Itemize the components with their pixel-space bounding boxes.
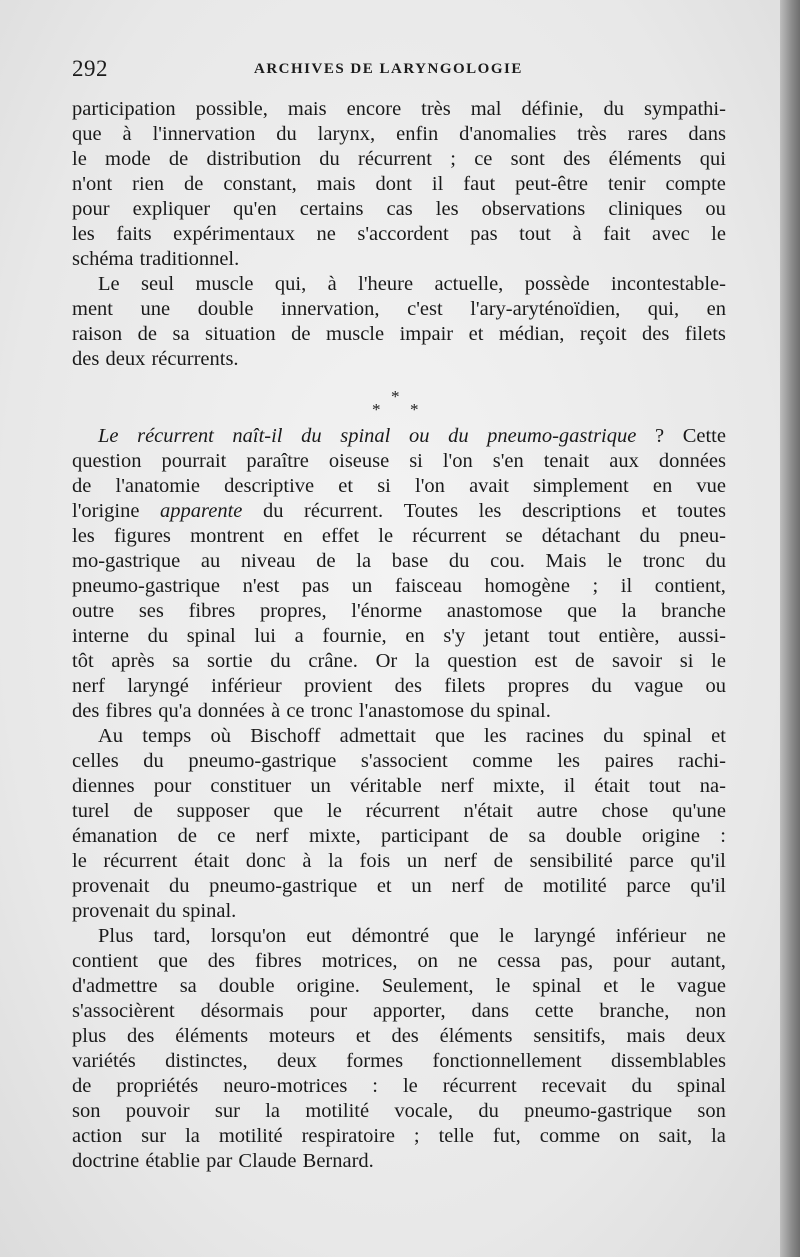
paragraph — [72, 272, 726, 372]
text-line: Le seul muscle qui, à l'heure actuelle, possède incontestable- — [98, 273, 726, 295]
text-line: les faits expérimentaux ne s'accordent pas tout à fait avec le — [72, 223, 726, 245]
text-line: émanation de ce nerf mixte, participant de sa double origine : — [72, 825, 726, 847]
text-line: d'admettre sa double origine. Seulement, le spinal et le vague — [72, 975, 726, 997]
text-line: contient que des fibres motrices, on ne cessa pas, pour autant, — [72, 950, 726, 972]
text-line: provenait du spinal. — [72, 900, 237, 922]
section-separator — [72, 372, 726, 424]
text-line: raison de sa situation de muscle impair et médian, reçoit des filets — [72, 323, 726, 345]
text-line: celles du pneumo-gastrique s'associent comme les paires rachi- — [72, 750, 726, 772]
text-line: outre ses fibres propres, l'énorme anastomose que la branche — [72, 600, 726, 622]
separator-star: * — [391, 387, 400, 406]
text-line: turel de supposer que le récurrent n'était autre chose qu'une — [72, 800, 726, 822]
text-line: de l'anatomie descriptive et si l'on avait simplement en vue — [72, 475, 726, 497]
text-line: question pourrait paraître oiseuse si l'on s'en tenait aux données — [72, 450, 726, 472]
text-line: action sur la motilité respiratoire ; telle fut, comme on sait, la — [72, 1125, 726, 1147]
text-line: pour expliquer qu'en certains cas les observations cliniques ou — [72, 198, 726, 220]
text-line: des fibres qu'a données à ce tronc l'anastomose du spinal. — [72, 700, 551, 722]
running-head — [72, 56, 732, 90]
text-line: s'associèrent désormais pour apporter, dans cette branche, non — [72, 1000, 726, 1022]
paragraph — [72, 424, 726, 724]
text-line: le mode de distribution du récurrent ; ce sont des éléments qui — [72, 148, 726, 170]
text-line: de propriétés neuro-motrices : le récurrent recevait du spinal — [72, 1075, 726, 1097]
text-line: variétés distinctes, deux formes fonctionnellement dissemblables — [72, 1050, 726, 1072]
text-line: Au temps où Bischoff admettait que les racines du spinal et — [98, 725, 726, 747]
separator-star: * — [372, 400, 381, 419]
page-number: 292 — [72, 56, 108, 81]
text-line: diennes pour constituer un véritable nerf mixte, il était tout na- — [72, 775, 726, 797]
text-line: que à l'innervation du larynx, enfin d'anomalies très rares dans — [72, 123, 726, 145]
text-line: plus des éléments moteurs et des éléments sensitifs, mais deux — [72, 1025, 726, 1047]
body-text — [72, 97, 726, 1174]
text-line: participation possible, mais encore très mal définie, du sympathi- — [72, 98, 726, 120]
text-line: des deux récurrents. — [72, 348, 239, 370]
text-line: n'ont rien de constant, mais dont il faut peut-être tenir compte — [72, 173, 726, 195]
text-line: le récurrent était donc à la fois un nerf de sensibilité parce qu'il — [72, 850, 726, 872]
journal-title: ARCHIVES DE LARYNGOLOGIE — [254, 61, 523, 77]
text-line: son pouvoir sur la motilité vocale, du pneumo-gastrique son — [72, 1100, 726, 1122]
text-line: les figures montrent en effet le récurrent se détachant du pneu- — [72, 525, 726, 547]
separator-star: * — [410, 400, 419, 419]
text-line: doctrine établie par Claude Bernard. — [72, 1150, 374, 1172]
paragraph — [72, 924, 726, 1174]
text-line: Le récurrent naît-il du spinal ou du pneumo-gastrique ? Cette — [98, 425, 726, 447]
text-line: nerf laryngé inférieur provient des filets propres du vague ou — [72, 675, 726, 697]
text-line: provenait du pneumo-gastrique et un nerf de motilité parce qu'il — [72, 875, 726, 897]
text-line: mo-gastrique au niveau de la base du cou. Mais le tronc du — [72, 550, 726, 572]
text-line: ment une double innervation, c'est l'ary-aryténoïdien, qui, en — [72, 298, 726, 320]
text-line: pneumo-gastrique n'est pas un faisceau homogène ; il contient, — [72, 575, 726, 597]
text-line: Plus tard, lorsqu'on eut démontré que le laryngé inférieur ne — [98, 925, 726, 947]
page-edge — [780, 0, 800, 1257]
text-line: schéma traditionnel. — [72, 248, 240, 270]
text-line: tôt après sa sortie du crâne. Or la question est de savoir si le — [72, 650, 726, 672]
text-line: interne du spinal lui a fournie, en s'y jetant tout entière, aussi- — [72, 625, 726, 647]
paragraph — [72, 724, 726, 924]
text-line: l'origine apparente du récurrent. Toutes les descriptions et toutes — [72, 500, 726, 522]
paragraph — [72, 97, 726, 272]
